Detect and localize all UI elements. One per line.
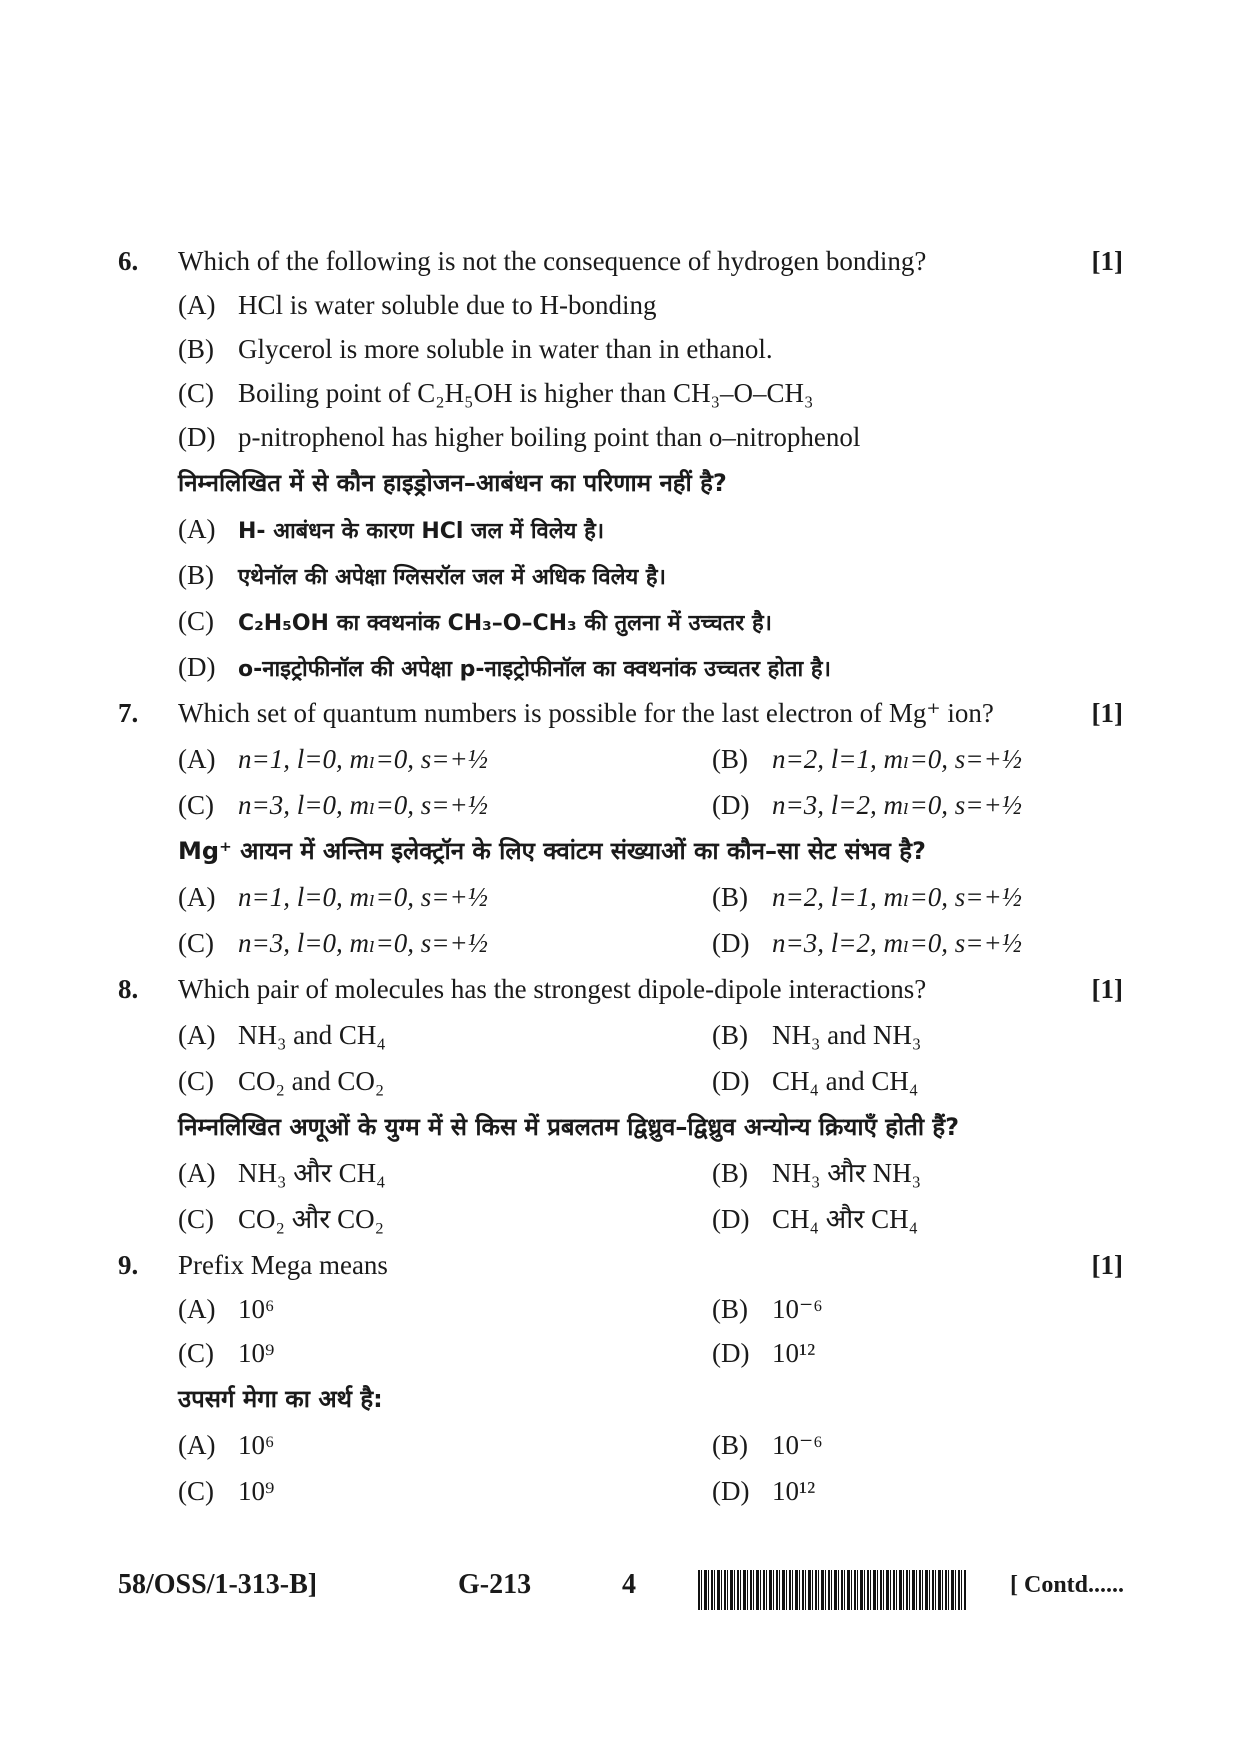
option: (D) CH₄ and CH₄: [712, 1066, 919, 1096]
option-hindi: (D) 10¹²: [712, 1476, 816, 1506]
question-text: Which of the following is not the consequence of hydrogen bonding?: [178, 246, 927, 276]
barcode-image: [698, 1570, 966, 1610]
option-hindi: (A) NH₃ और CH₄: [178, 1158, 386, 1188]
option: (A) HCl is water soluble due to H-bonding: [178, 290, 657, 320]
question-text: Which set of quantum numbers is possible for the last electron of Mg⁺ ion?: [178, 698, 994, 728]
question-text: Prefix Mega means: [178, 1250, 388, 1280]
option: (D) p-nitrophenol has higher boiling point than o–nitrophenol: [178, 422, 861, 452]
option-hindi: (B) 10⁻⁶: [712, 1430, 823, 1460]
option: (D) n=3, l=2, mₗ=0, s=+½: [712, 790, 1022, 820]
option-hindi: (A) 10⁶: [178, 1430, 275, 1460]
option-hindi: (C) 10⁹: [178, 1476, 275, 1506]
question-text-hindi: निम्नलिखित में से कौन हाइड्रोजन–आबंधन का परिणाम नहीं है?: [178, 469, 727, 497]
question-text-hindi: Mg⁺ आयन में अन्तिम इलेक्ट्रॉन के लिए क्वांटम संख्याओं का कौन–सा सेट संभव है?: [178, 837, 926, 865]
option-hindi: (B) n=2, l=1, mₗ=0, s=+½: [712, 882, 1022, 912]
option: (C) Boiling point of C₂H₅OH is higher than CH₃–O–CH₃: [178, 378, 814, 408]
option: (A) NH₃ and CH₄: [178, 1020, 386, 1050]
continued-label: [ Contd......: [1010, 1572, 1125, 1598]
option: (B) n=2, l=1, mₗ=0, s=+½: [712, 744, 1022, 774]
question-number: 9.: [118, 1250, 139, 1280]
option: (C) CO₂ and CO₂: [178, 1066, 385, 1096]
option: (B) Glycerol is more soluble in water than in ethanol.: [178, 334, 773, 364]
option: (D) 10¹²: [712, 1338, 816, 1368]
page-number: 4: [622, 1569, 636, 1600]
option: (B) NH₃ and NH₃: [712, 1020, 922, 1050]
option: (A) n=1, l=0, mₗ=0, s=+½: [178, 744, 488, 774]
question-text: Which pair of molecules has the strongest dipole-dipole interactions?: [178, 974, 927, 1004]
option-hindi: (B) NH₃ और NH₃: [712, 1158, 921, 1188]
question-marks: [1]: [1091, 246, 1123, 276]
question-number: 8.: [118, 974, 139, 1004]
option-hindi: (D) o-नाइट्रोफीनॉल की अपेक्षा p-नाइट्रोफीनॉल का क्वथनांक उच्चतर होता है।: [178, 652, 831, 682]
question-marks: [1]: [1091, 698, 1123, 728]
option-hindi: (C) n=3, l=0, mₗ=0, s=+½: [178, 928, 488, 958]
option-hindi: (C) CO₂ और CO₂: [178, 1204, 385, 1234]
option-hindi: (C) C₂H₅OH का क्वथनांक CH₃–O–CH₃ की तुलना में उच्चतर है।: [178, 606, 772, 636]
option: (A) 10⁶: [178, 1294, 275, 1324]
option-hindi: (B) एथेनॉल की अपेक्षा ग्लिसरॉल जल में अधिक विलेय है।: [178, 560, 666, 590]
option-hindi: (D) CH₄ और CH₄: [712, 1204, 919, 1234]
option: (C) 10⁹: [178, 1338, 275, 1368]
question-marks: [1]: [1091, 1250, 1123, 1280]
paper-code: 58/OSS/1-313-B]: [118, 1569, 318, 1600]
option-hindi: (D) n=3, l=2, mₗ=0, s=+½: [712, 928, 1022, 958]
question-number: 7.: [118, 698, 139, 728]
question-marks: [1]: [1091, 974, 1123, 1004]
option: (C) n=3, l=0, mₗ=0, s=+½: [178, 790, 488, 820]
option: (B) 10⁻⁶: [712, 1294, 823, 1324]
option-hindi: (A) H- आबंधन के कारण HCl जल में विलेय है।: [178, 514, 605, 544]
option-hindi: (A) n=1, l=0, mₗ=0, s=+½: [178, 882, 488, 912]
question-text-hindi: निम्नलिखित अणूओं के युग्म में से किस में प्रबलतम द्विध्रुव–द्विध्रुव अन्योन्य क्रियाएँ होती हैं?: [178, 1113, 960, 1141]
question-number: 6.: [118, 246, 139, 276]
series-code: G-213: [458, 1569, 532, 1600]
question-text-hindi: उपसर्ग मेगा का अर्थ है:: [178, 1385, 383, 1413]
